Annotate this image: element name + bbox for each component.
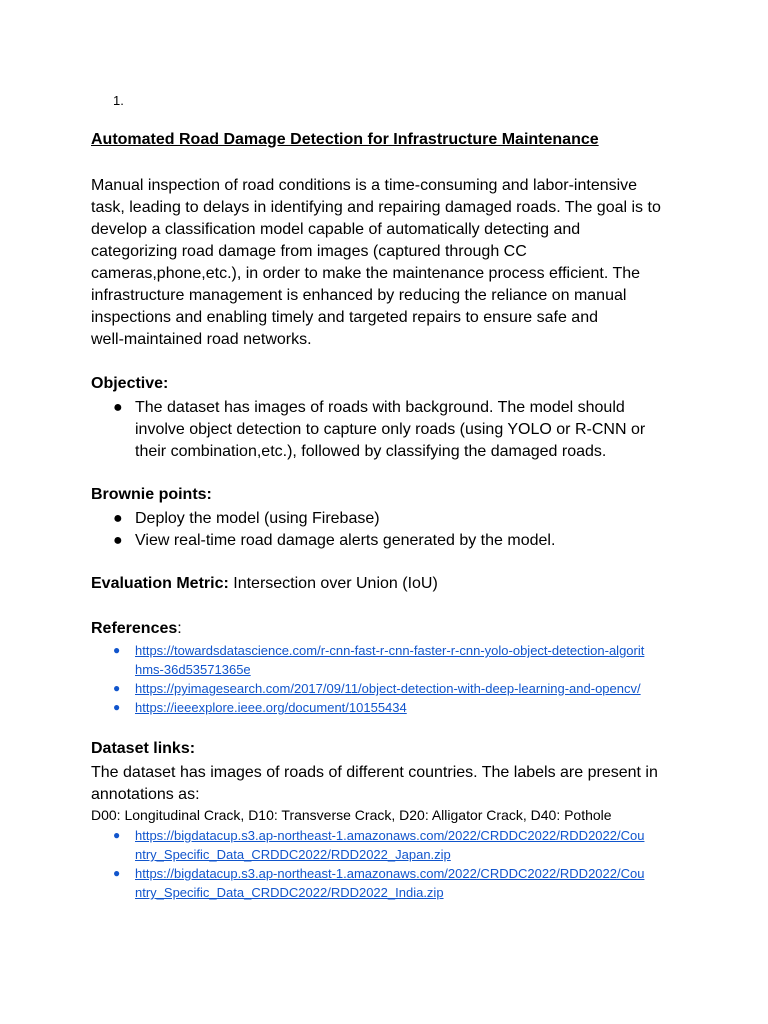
objective-item-text (135, 397, 645, 463)
link-line[interactable]: https://bigdatacup.s3.ap-northeast-1.amazonaws.com/2022/CRDDC2022/RDD2022/Cou (135, 828, 645, 843)
link-line[interactable]: ntry_Specific_Data_CRDDC2022/RDD2022_Japan.zip (135, 847, 451, 862)
reference-link[interactable] (135, 641, 644, 679)
references-heading (91, 620, 182, 638)
objective-heading: Objective: (91, 375, 169, 392)
objective-line: their combination,etc.), followed by classifying the damaged roads. (135, 443, 607, 460)
evaluation-heading: Evaluation Metric: (91, 575, 229, 592)
intro-line: task, leading to delays in identifying and repairing damaged roads. The goal is to (91, 199, 661, 216)
link-line[interactable]: https://towardsdatascience.com/r-cnn-fast-r-cnn-faster-r-cnn-yolo-object-detection-algorit (135, 643, 645, 658)
bullet-icon: ● (113, 866, 121, 880)
brownie-heading: Brownie points: (91, 486, 212, 503)
link-line[interactable]: ntry_Specific_Data_CRDDC2022/RDD2022_India.zip (135, 885, 444, 900)
dataset-labels: D00: Longitudinal Crack, D10: Transverse Crack, D20: Alligator Crack, D40: Pothole (91, 807, 612, 823)
link-line[interactable]: https://bigdatacup.s3.ap-northeast-1.amazonaws.com/2022/CRDDC2022/RDD2022/Cou (135, 866, 645, 881)
references-colon: : (177, 620, 182, 637)
dataset-desc-line: The dataset has images of roads of different countries. The labels are present in (91, 764, 658, 781)
dataset-desc-line: annotations as: (91, 786, 200, 803)
link-line[interactable]: https://ieeexplore.ieee.org/document/10155434 (135, 700, 407, 715)
intro-line: Manual inspection of road conditions is a time-consuming and labor-intensive (91, 177, 638, 194)
document-title: Automated Road Damage Detection for Infrastructure Maintenance (91, 131, 599, 148)
brownie-item-text: Deploy the model (using Firebase) (135, 510, 380, 527)
intro-line: infrastructure management is enhanced by reducing the reliance on manual (91, 287, 627, 304)
link-line[interactable]: hms-36d53571365e (135, 662, 251, 677)
intro-line: well-maintained road networks. (91, 331, 312, 348)
bullet-icon: ● (113, 700, 121, 714)
bullet-icon: ● (113, 510, 123, 527)
dataset-link-japan[interactable] (135, 826, 644, 864)
bullet-icon: ● (113, 643, 121, 657)
evaluation-metric (91, 575, 438, 593)
list-number: 1. (113, 93, 124, 108)
objective-line: involve object detection to capture only roads (using YOLO or R-CNN or (135, 421, 646, 438)
bullet-icon: ● (113, 399, 123, 416)
intro-line: develop a classification model capable of automatically detecting and (91, 221, 581, 238)
evaluation-value: Intersection over Union (IoU) (228, 575, 438, 592)
bullet-icon: ● (113, 681, 121, 695)
intro-line: cameras,phone,etc.), in order to make the maintenance process efficient. The (91, 265, 641, 282)
reference-link[interactable] (135, 698, 407, 717)
intro-line: inspections and enabling timely and targeted repairs to ensure safe and (91, 309, 598, 326)
dataset-link-india[interactable] (135, 864, 644, 902)
reference-link[interactable] (135, 679, 641, 698)
bullet-icon: ● (113, 532, 123, 549)
bullet-icon: ● (113, 828, 121, 842)
intro-line: categorizing road damage from images (captured through CC (91, 243, 527, 260)
objective-line: The dataset has images of roads with background. The model should (135, 399, 625, 416)
dataset-heading: Dataset links: (91, 740, 196, 757)
references-heading-text: References (91, 620, 178, 637)
link-line[interactable]: https://pyimagesearch.com/2017/09/11/object-detection-with-deep-learning-and-opencv/ (135, 681, 641, 696)
intro-paragraph (91, 175, 691, 351)
dataset-description (91, 762, 658, 806)
brownie-item-text: View real-time road damage alerts generated by the model. (135, 532, 556, 549)
